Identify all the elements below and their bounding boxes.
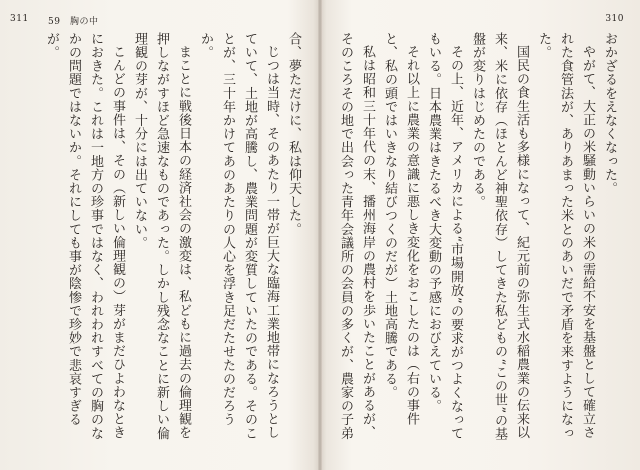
right-paragraph: それ以上に農業の意識に悪しき変化をおこしたのは（右の事件と、私の頭ではいきなり結びつくのだが）土地高騰である。 (382, 32, 419, 426)
left-page-number: 311 (10, 14, 29, 24)
chapter-title: 59 胸の中 (48, 17, 99, 27)
right-page-text (335, 32, 620, 452)
left-paragraph: 合、夢ただけに、私は仰天した。 (286, 32, 301, 236)
right-paragraph: おかざるをえなくなった。 (602, 32, 617, 196)
left-paragraph: こんどの事件は、その（新しい倫理観の）芽がまだひよわなときにおきた。これは一地方の珍事ではなく、われわれすべての胸のなかの問題ではないか。それにしても事が陰惨で珍妙で悲哀すぎるが。 (44, 32, 125, 440)
right-paragraph: その上、近年、アメリカによる“市場開放”の要求がつよくなってもいる。日本農業はきたるべき大変動の予感におびえている。 (426, 32, 463, 441)
left-page-text (29, 32, 304, 452)
right-paragraph: 私は昭和三十年代の末、播州海岸の農村を歩いたことがあるが、そのころその地で出会った青年会議所の会員の多くが、農家の子弟 (338, 32, 375, 440)
right-page-number: 310 (605, 14, 624, 24)
right-page (320, 0, 640, 470)
right-paragraph: 国民の食生活も多様になって、紀元前の弥生式水稲農業の伝来以来、米に依存（ほとんど神聖依存）してきた私どもの“この世”の基盤が変りはじめたのである。 (470, 32, 529, 441)
left-paragraph: じつは当時、そのあたり一帯が巨大な臨海工業地帯になろうとしていて、土地が高騰し、農業問題が変質していたのである。そのことが、三十年かけてあのあたりの人心を浮き足だたせたのだろうか。 (198, 32, 279, 440)
right-paragraph: やがて、大正の米騒動いらいの米の需給不安を基盤として確立された食管法が、ありあまった米とのあいだで矛盾を来すようになった。 (536, 32, 595, 440)
left-paragraph: まことに戦後日本の経済社会の激変は、私どもに過去の倫理観を押しながすほど急速なものであった。しかし残念なことに新しい倫理観の芽が、十分には出ていない。 (132, 32, 191, 440)
date-signature (29, 32, 40, 452)
